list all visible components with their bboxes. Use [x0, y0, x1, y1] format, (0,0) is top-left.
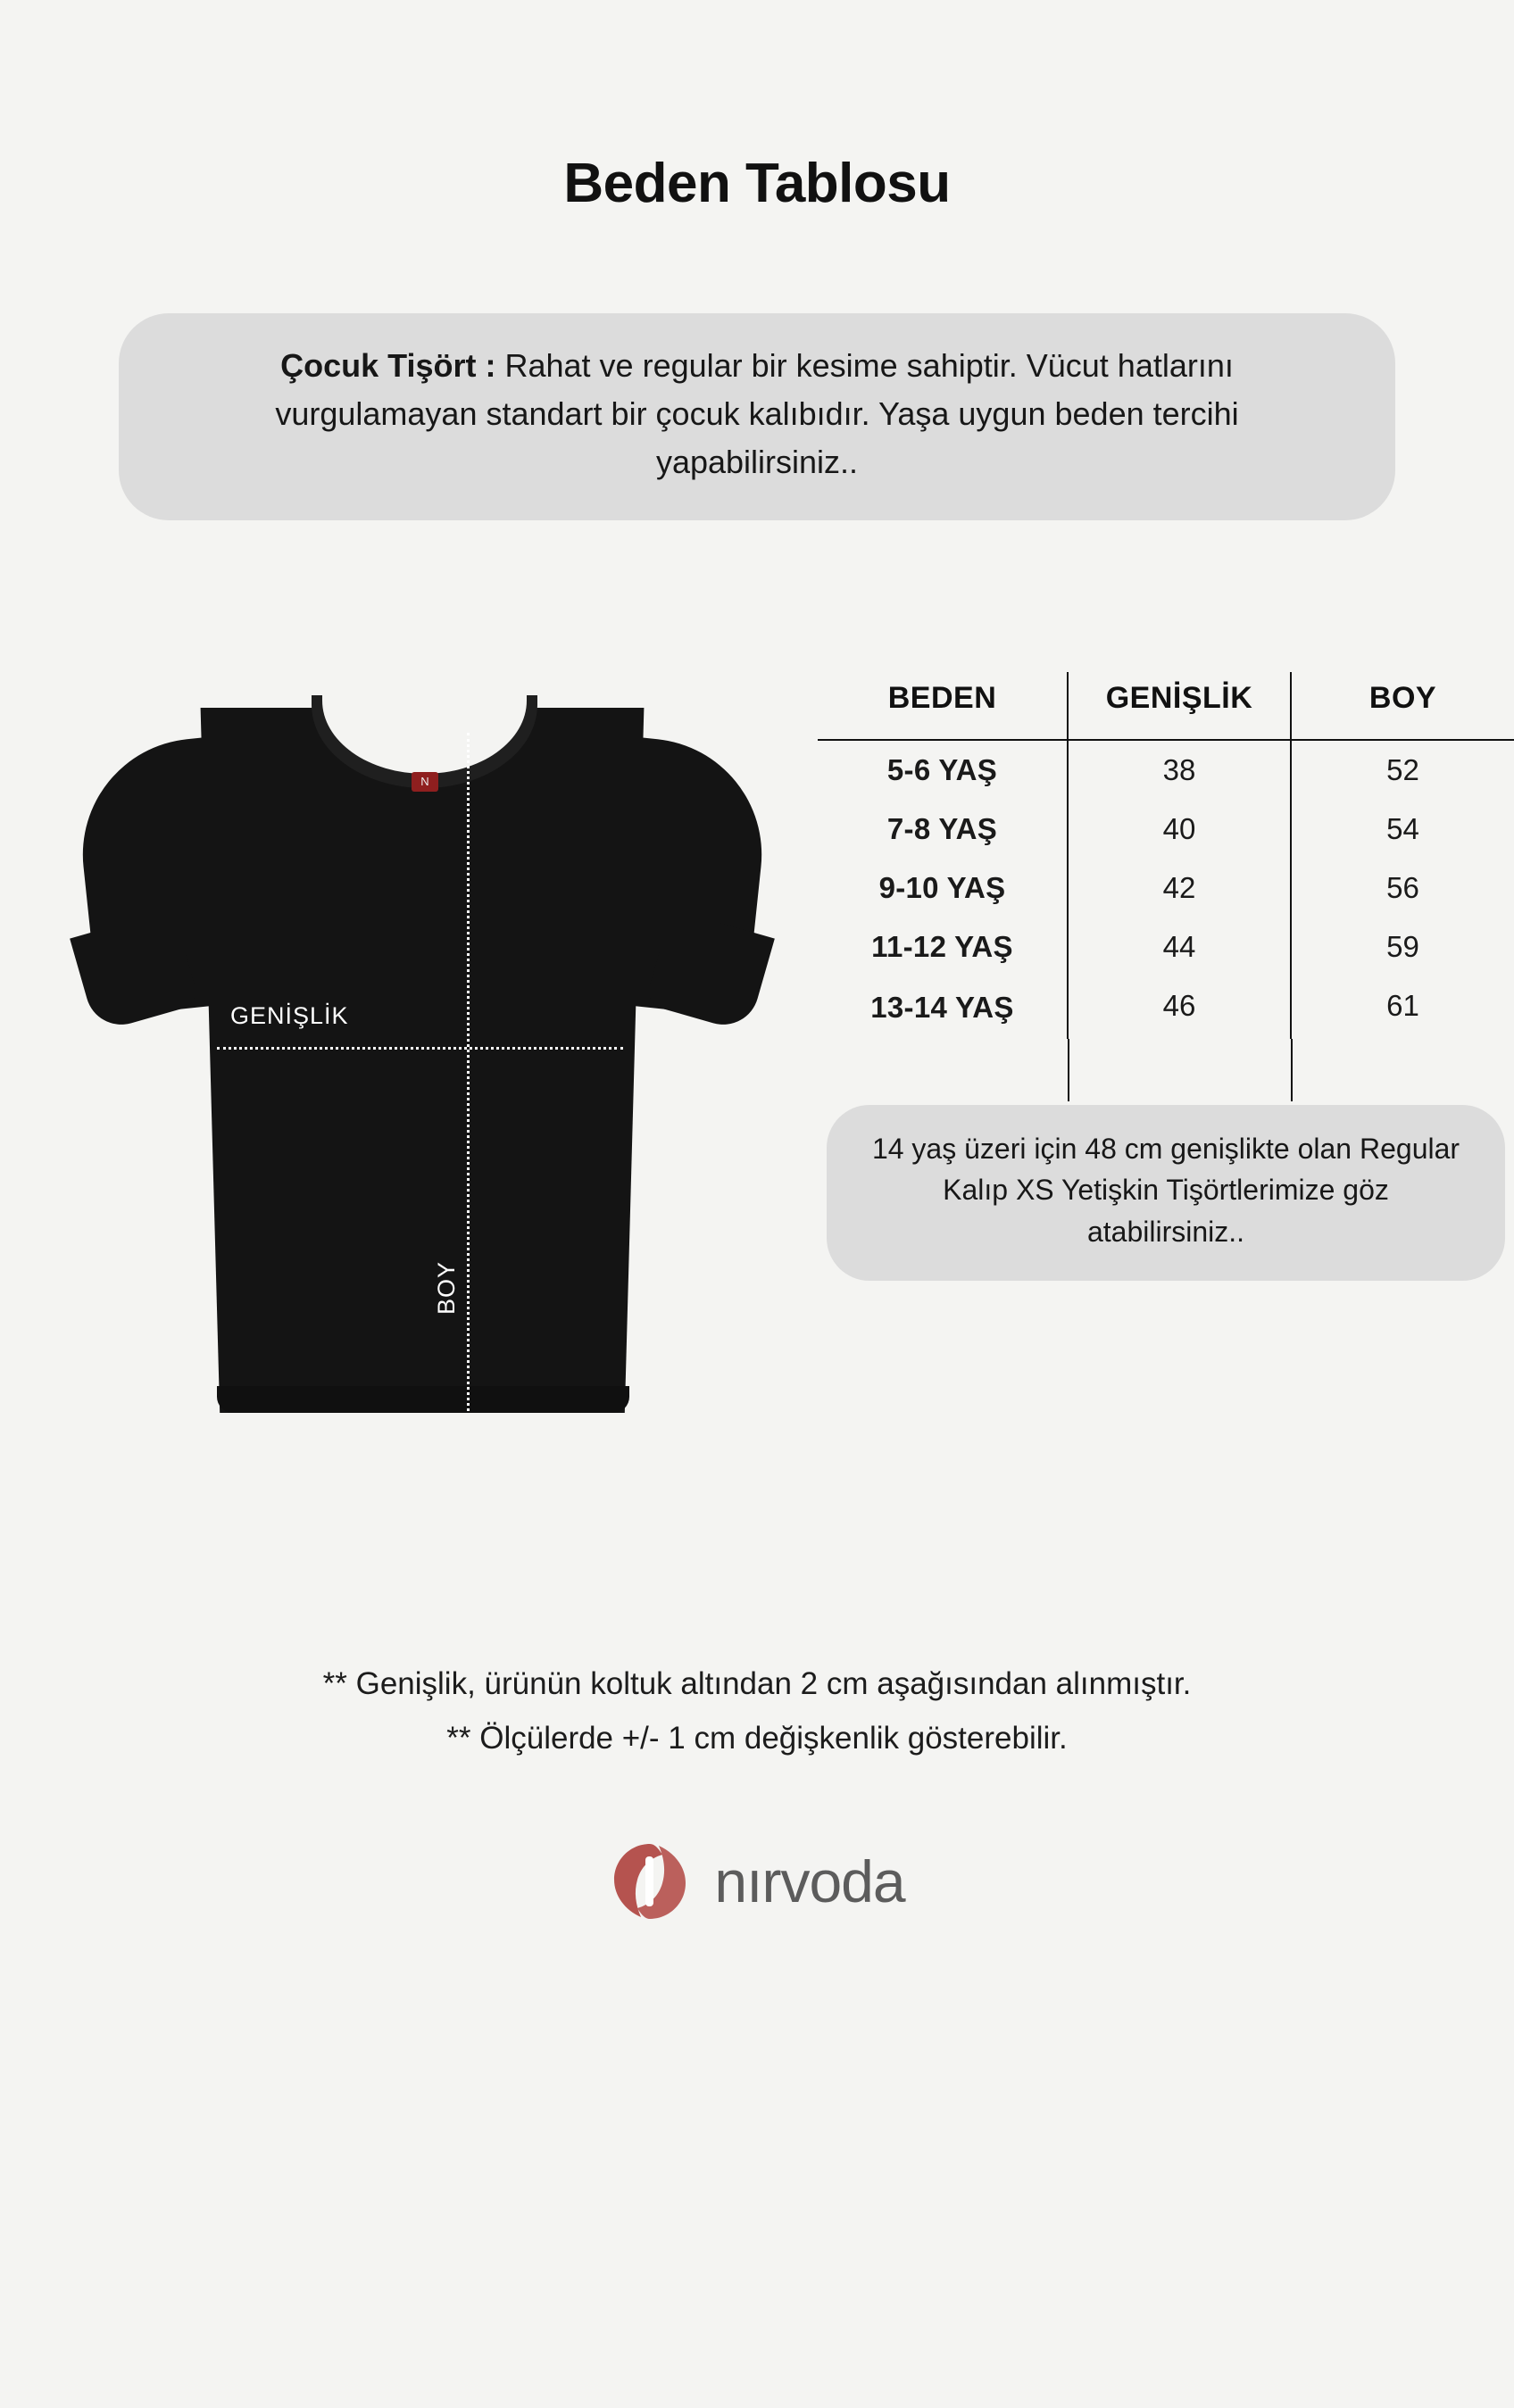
- cell-genislik: 46: [1068, 976, 1291, 1039]
- brand-name: nırvoda: [714, 1848, 905, 1914]
- size-chart-page: [0, 152, 1514, 2408]
- tshirt-hem: [217, 1386, 629, 1413]
- length-measure-label: BOY: [433, 1260, 460, 1315]
- cell-genislik: 40: [1068, 800, 1291, 859]
- cell-boy: 52: [1386, 753, 1419, 786]
- cell-beden: 13-14 YAŞ: [870, 991, 1014, 1024]
- cell-beden: 7-8 YAŞ: [886, 812, 998, 845]
- size-table-body: [818, 740, 1514, 1039]
- footnote-2: ** Ölçülerde +/- 1 cm değişkenlik gösterebilir.: [446, 1721, 1068, 1756]
- cell-boy: 54: [1386, 812, 1419, 845]
- cell-boy: 61: [1386, 989, 1419, 1022]
- column-header-genislik: GENİŞLİK: [1068, 672, 1291, 740]
- intro-text: [181, 342, 1333, 486]
- page-title: Beden Tablosu: [563, 153, 951, 214]
- table-row: [818, 800, 1514, 859]
- nirvoda-logo-icon: [609, 1840, 691, 1922]
- cell-beden: 11-12 YAŞ: [871, 930, 1013, 963]
- intro-body: Rahat ve regular bir kesime sahiptir. Vücut hatlarını vurgulamayan standart bir çocuk kalıbıdır. Yaşa uygun beden tercihi yapabilirsiniz..: [275, 347, 1239, 480]
- width-measure-line: [217, 1047, 623, 1050]
- column-header-beden: BEDEN: [887, 681, 997, 715]
- cell-beden: 9-10 YAŞ: [878, 871, 1006, 904]
- cell-genislik: 42: [1068, 859, 1291, 918]
- table-rule-right: [1291, 1039, 1293, 1101]
- cell-genislik: 38: [1068, 740, 1291, 800]
- column-header-boy: BOY: [1368, 681, 1437, 715]
- length-measure-line: [467, 733, 470, 1411]
- size-table: [818, 672, 1514, 1039]
- cell-boy: 56: [1386, 871, 1419, 904]
- adult-size-note-text: 14 yaş üzeri için 48 cm genişlikte olan Regular Kalıp XS Yetişkin Tişörtlerimize göz atabilirsiniz..: [871, 1133, 1460, 1248]
- table-row: [818, 859, 1514, 918]
- width-measure-label: GENİŞLİK: [230, 1002, 349, 1029]
- size-table-head: [818, 672, 1514, 740]
- table-column-rules: [818, 1039, 1514, 1101]
- cell-genislik: 44: [1068, 918, 1291, 976]
- table-row: [818, 918, 1514, 976]
- tshirt-body: [181, 708, 663, 1413]
- size-table-wrap: [809, 654, 1514, 1440]
- intro-callout: [119, 313, 1395, 520]
- brand-logo: [0, 1840, 1514, 1922]
- footnotes: [0, 1663, 1514, 1760]
- cell-boy: 59: [1386, 930, 1419, 963]
- adult-size-note: [827, 1105, 1505, 1281]
- table-rule-left: [1068, 1039, 1069, 1101]
- tshirt-illustration: [47, 654, 797, 1440]
- chart-section: [0, 654, 1514, 1440]
- tshirt-brand-tag: N: [412, 772, 438, 792]
- tshirt-diagram: [36, 654, 809, 1440]
- table-row: [818, 976, 1514, 1039]
- size-table-header-row: [818, 672, 1514, 740]
- cell-beden: 5-6 YAŞ: [886, 753, 998, 786]
- footnote-1: ** Genişlik, ürünün koltuk altından 2 cm aşağısından alınmıştır.: [322, 1666, 1192, 1701]
- intro-lead: Çocuk Tişört :: [280, 347, 496, 384]
- table-row: [818, 740, 1514, 800]
